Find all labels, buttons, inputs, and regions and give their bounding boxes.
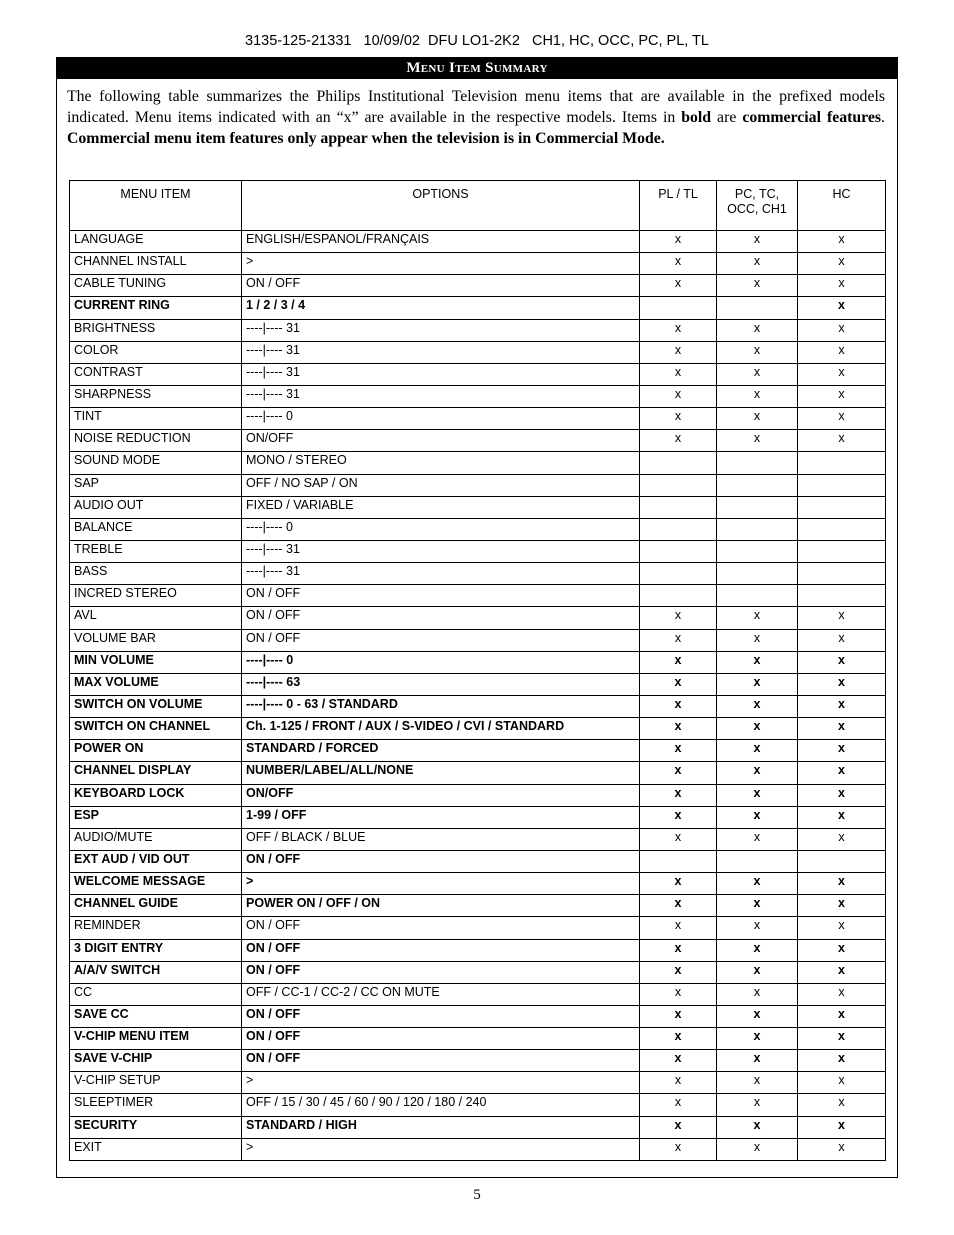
cell-options: NUMBER/LABEL/ALL/NONE bbox=[242, 762, 640, 784]
cell-menu-item: REMINDER bbox=[70, 917, 242, 939]
cell-hc bbox=[798, 452, 886, 474]
cell-menu-item: POWER ON bbox=[70, 740, 242, 762]
cell-menu-item: 3 DIGIT ENTRY bbox=[70, 939, 242, 961]
cell-options: 1-99 / OFF bbox=[242, 806, 640, 828]
cell-menu-item: MIN VOLUME bbox=[70, 651, 242, 673]
cell-menu-item: SAP bbox=[70, 474, 242, 496]
cell-menu-item: LANGUAGE bbox=[70, 231, 242, 253]
cell-hc: x bbox=[798, 983, 886, 1005]
cell-menu-item: SLEEPTIMER bbox=[70, 1094, 242, 1116]
cell-options: ON / OFF bbox=[242, 1050, 640, 1072]
cell-pc-tc-occ-ch1: x bbox=[717, 275, 798, 297]
cell-hc: x bbox=[798, 275, 886, 297]
cell-pl-tl: x bbox=[640, 607, 717, 629]
content-frame bbox=[56, 57, 898, 1178]
cell-menu-item: SHARPNESS bbox=[70, 385, 242, 407]
cell-menu-item: CC bbox=[70, 983, 242, 1005]
cell-pl-tl bbox=[640, 474, 717, 496]
cell-options: ----|---- 31 bbox=[242, 385, 640, 407]
cell-pl-tl: x bbox=[640, 363, 717, 385]
cell-hc: x bbox=[798, 651, 886, 673]
cell-options: ON / OFF bbox=[242, 585, 640, 607]
intro-text-3: . bbox=[881, 109, 885, 126]
cell-menu-item: EXT AUD / VID OUT bbox=[70, 850, 242, 872]
cell-pc-tc-occ-ch1 bbox=[717, 585, 798, 607]
cell-menu-item: CABLE TUNING bbox=[70, 275, 242, 297]
cell-pc-tc-occ-ch1 bbox=[717, 563, 798, 585]
cell-hc: x bbox=[798, 895, 886, 917]
cell-pl-tl: x bbox=[640, 651, 717, 673]
cell-pc-tc-occ-ch1: x bbox=[717, 740, 798, 762]
cell-pl-tl bbox=[640, 496, 717, 518]
cell-hc: x bbox=[798, 1072, 886, 1094]
cell-options: ON / OFF bbox=[242, 275, 640, 297]
table-row bbox=[70, 385, 886, 407]
cell-pc-tc-occ-ch1 bbox=[717, 496, 798, 518]
column-header-menu-item: MENU ITEM bbox=[70, 181, 242, 231]
cell-menu-item: ESP bbox=[70, 806, 242, 828]
cell-pc-tc-occ-ch1: x bbox=[717, 430, 798, 452]
cell-pc-tc-occ-ch1 bbox=[717, 474, 798, 496]
cell-hc: x bbox=[798, 806, 886, 828]
cell-hc bbox=[798, 518, 886, 540]
table-row bbox=[70, 806, 886, 828]
cell-hc: x bbox=[798, 408, 886, 430]
cell-hc: x bbox=[798, 1028, 886, 1050]
cell-pl-tl bbox=[640, 563, 717, 585]
cell-menu-item: KEYBOARD LOCK bbox=[70, 784, 242, 806]
table-row bbox=[70, 1028, 886, 1050]
cell-pc-tc-occ-ch1: x bbox=[717, 341, 798, 363]
cell-pl-tl bbox=[640, 518, 717, 540]
cell-hc: x bbox=[798, 231, 886, 253]
cell-hc: x bbox=[798, 939, 886, 961]
table-row bbox=[70, 740, 886, 762]
table-row bbox=[70, 1094, 886, 1116]
table-row bbox=[70, 784, 886, 806]
cell-pc-tc-occ-ch1: x bbox=[717, 408, 798, 430]
cell-pl-tl: x bbox=[640, 341, 717, 363]
cell-hc bbox=[798, 585, 886, 607]
cell-pc-tc-occ-ch1 bbox=[717, 540, 798, 562]
cell-options: ON / OFF bbox=[242, 1028, 640, 1050]
column-header-hc: HC bbox=[798, 181, 886, 231]
cell-pl-tl bbox=[640, 452, 717, 474]
cell-hc: x bbox=[798, 385, 886, 407]
cell-pc-tc-occ-ch1: x bbox=[717, 1050, 798, 1072]
cell-menu-item: INCRED STEREO bbox=[70, 585, 242, 607]
cell-hc: x bbox=[798, 1050, 886, 1072]
cell-options: ON / OFF bbox=[242, 917, 640, 939]
cell-pl-tl: x bbox=[640, 695, 717, 717]
cell-pl-tl: x bbox=[640, 740, 717, 762]
cell-hc bbox=[798, 850, 886, 872]
cell-pl-tl: x bbox=[640, 430, 717, 452]
cell-pl-tl: x bbox=[640, 408, 717, 430]
cell-pl-tl bbox=[640, 297, 717, 319]
cell-options: > bbox=[242, 1072, 640, 1094]
cell-pl-tl: x bbox=[640, 828, 717, 850]
cell-options: STANDARD / FORCED bbox=[242, 740, 640, 762]
table-row bbox=[70, 1072, 886, 1094]
cell-options: ----|---- 0 bbox=[242, 518, 640, 540]
cell-hc: x bbox=[798, 341, 886, 363]
cell-pc-tc-occ-ch1 bbox=[717, 518, 798, 540]
table-row bbox=[70, 983, 886, 1005]
table-row bbox=[70, 231, 886, 253]
cell-options: ----|---- 31 bbox=[242, 341, 640, 363]
cell-pc-tc-occ-ch1: x bbox=[717, 718, 798, 740]
cell-hc: x bbox=[798, 762, 886, 784]
cell-pc-tc-occ-ch1: x bbox=[717, 1116, 798, 1138]
table-row bbox=[70, 363, 886, 385]
cell-pc-tc-occ-ch1: x bbox=[717, 961, 798, 983]
intro-commercial-note: Commercial menu item features only appear when the television is in Commercial Mode. bbox=[67, 130, 665, 147]
cell-pl-tl: x bbox=[640, 806, 717, 828]
cell-pc-tc-occ-ch1: x bbox=[717, 983, 798, 1005]
table-row bbox=[70, 673, 886, 695]
cell-pl-tl: x bbox=[640, 873, 717, 895]
cell-pc-tc-occ-ch1: x bbox=[717, 629, 798, 651]
cell-hc: x bbox=[798, 961, 886, 983]
cell-options: OFF / NO SAP / ON bbox=[242, 474, 640, 496]
cell-options: ON / OFF bbox=[242, 629, 640, 651]
menu-item-summary-table bbox=[69, 180, 886, 1161]
cell-menu-item: CHANNEL GUIDE bbox=[70, 895, 242, 917]
cell-pl-tl: x bbox=[640, 1050, 717, 1072]
table-row bbox=[70, 341, 886, 363]
cell-menu-item: BASS bbox=[70, 563, 242, 585]
table-row bbox=[70, 850, 886, 872]
column-header-options: OPTIONS bbox=[242, 181, 640, 231]
table-row bbox=[70, 253, 886, 275]
cell-menu-item: AUDIO/MUTE bbox=[70, 828, 242, 850]
cell-pc-tc-occ-ch1: x bbox=[717, 319, 798, 341]
cell-options: 1 / 2 / 3 / 4 bbox=[242, 297, 640, 319]
cell-pl-tl: x bbox=[640, 385, 717, 407]
cell-options: STANDARD / HIGH bbox=[242, 1116, 640, 1138]
cell-pl-tl: x bbox=[640, 1072, 717, 1094]
cell-hc: x bbox=[798, 297, 886, 319]
cell-menu-item: TINT bbox=[70, 408, 242, 430]
section-title: Menu Item Summary bbox=[57, 58, 897, 79]
table-row bbox=[70, 1138, 886, 1160]
cell-options: FIXED / VARIABLE bbox=[242, 496, 640, 518]
table-row bbox=[70, 275, 886, 297]
intro-paragraph bbox=[67, 86, 885, 149]
cell-menu-item: AUDIO OUT bbox=[70, 496, 242, 518]
cell-menu-item: CONTRAST bbox=[70, 363, 242, 385]
cell-pl-tl: x bbox=[640, 253, 717, 275]
cell-hc: x bbox=[798, 1138, 886, 1160]
table-row bbox=[70, 408, 886, 430]
cell-pc-tc-occ-ch1: x bbox=[717, 695, 798, 717]
cell-pc-tc-occ-ch1: x bbox=[717, 1138, 798, 1160]
cell-pc-tc-occ-ch1: x bbox=[717, 385, 798, 407]
cell-pc-tc-occ-ch1: x bbox=[717, 1005, 798, 1027]
cell-options: > bbox=[242, 253, 640, 275]
cell-options: > bbox=[242, 1138, 640, 1160]
cell-menu-item: BALANCE bbox=[70, 518, 242, 540]
table-row bbox=[70, 585, 886, 607]
cell-menu-item: SAVE V-CHIP bbox=[70, 1050, 242, 1072]
cell-menu-item: EXIT bbox=[70, 1138, 242, 1160]
cell-pl-tl: x bbox=[640, 1116, 717, 1138]
table-row bbox=[70, 651, 886, 673]
cell-pl-tl: x bbox=[640, 1005, 717, 1027]
table-row bbox=[70, 319, 886, 341]
table-row bbox=[70, 297, 886, 319]
cell-pc-tc-occ-ch1: x bbox=[717, 1072, 798, 1094]
cell-hc bbox=[798, 474, 886, 496]
cell-menu-item: V-CHIP SETUP bbox=[70, 1072, 242, 1094]
cell-pc-tc-occ-ch1: x bbox=[717, 1094, 798, 1116]
cell-menu-item: AVL bbox=[70, 607, 242, 629]
cell-pl-tl: x bbox=[640, 961, 717, 983]
cell-hc bbox=[798, 540, 886, 562]
cell-hc: x bbox=[798, 873, 886, 895]
table-row bbox=[70, 1116, 886, 1138]
cell-menu-item: V-CHIP MENU ITEM bbox=[70, 1028, 242, 1050]
cell-hc: x bbox=[798, 718, 886, 740]
cell-pl-tl: x bbox=[640, 895, 717, 917]
cell-menu-item: BRIGHTNESS bbox=[70, 319, 242, 341]
column-header-pc-tc-occ-ch1: PC, TC, OCC, CH1 bbox=[717, 181, 798, 231]
cell-options: ----|---- 31 bbox=[242, 563, 640, 585]
cell-pl-tl: x bbox=[640, 762, 717, 784]
cell-options: ON / OFF bbox=[242, 1005, 640, 1027]
cell-options: ----|---- 0 - 63 / STANDARD bbox=[242, 695, 640, 717]
cell-hc: x bbox=[798, 629, 886, 651]
cell-options: ON / OFF bbox=[242, 939, 640, 961]
cell-menu-item: MAX VOLUME bbox=[70, 673, 242, 695]
cell-pc-tc-occ-ch1: x bbox=[717, 895, 798, 917]
cell-menu-item: COLOR bbox=[70, 341, 242, 363]
table-row bbox=[70, 939, 886, 961]
table-row bbox=[70, 607, 886, 629]
cell-menu-item: SAVE CC bbox=[70, 1005, 242, 1027]
cell-pc-tc-occ-ch1 bbox=[717, 850, 798, 872]
cell-pc-tc-occ-ch1: x bbox=[717, 784, 798, 806]
cell-pc-tc-occ-ch1: x bbox=[717, 917, 798, 939]
table-body bbox=[70, 231, 886, 1161]
cell-pc-tc-occ-ch1: x bbox=[717, 762, 798, 784]
cell-pl-tl: x bbox=[640, 1094, 717, 1116]
column-header-pl-tl: PL / TL bbox=[640, 181, 717, 231]
cell-pl-tl bbox=[640, 850, 717, 872]
cell-options: POWER ON / OFF / ON bbox=[242, 895, 640, 917]
cell-options: ENGLISH/ESPANOL/FRANÇAIS bbox=[242, 231, 640, 253]
cell-options: > bbox=[242, 873, 640, 895]
cell-options: ----|---- 0 bbox=[242, 408, 640, 430]
cell-hc bbox=[798, 496, 886, 518]
cell-options: OFF / BLACK / BLUE bbox=[242, 828, 640, 850]
cell-options: Ch. 1-125 / FRONT / AUX / S-VIDEO / CVI / STANDARD bbox=[242, 718, 640, 740]
cell-pl-tl: x bbox=[640, 1138, 717, 1160]
table-row bbox=[70, 1005, 886, 1027]
cell-pl-tl: x bbox=[640, 784, 717, 806]
cell-pc-tc-occ-ch1: x bbox=[717, 1028, 798, 1050]
cell-pl-tl: x bbox=[640, 673, 717, 695]
cell-pc-tc-occ-ch1: x bbox=[717, 673, 798, 695]
cell-pl-tl: x bbox=[640, 1028, 717, 1050]
cell-options: OFF / 15 / 30 / 45 / 60 / 90 / 120 / 180 / 240 bbox=[242, 1094, 640, 1116]
cell-options: ----|---- 63 bbox=[242, 673, 640, 695]
table-row bbox=[70, 563, 886, 585]
table-row bbox=[70, 961, 886, 983]
page-number: 5 bbox=[473, 1187, 481, 1203]
cell-pc-tc-occ-ch1: x bbox=[717, 873, 798, 895]
cell-pc-tc-occ-ch1: x bbox=[717, 806, 798, 828]
cell-menu-item: A/A/V SWITCH bbox=[70, 961, 242, 983]
cell-options: ON/OFF bbox=[242, 784, 640, 806]
cell-menu-item: TREBLE bbox=[70, 540, 242, 562]
table-row bbox=[70, 1050, 886, 1072]
table-row bbox=[70, 629, 886, 651]
cell-options: ----|---- 0 bbox=[242, 651, 640, 673]
cell-options: ON / OFF bbox=[242, 607, 640, 629]
table-row bbox=[70, 496, 886, 518]
cell-pc-tc-occ-ch1: x bbox=[717, 939, 798, 961]
cell-options: ON / OFF bbox=[242, 961, 640, 983]
table-row bbox=[70, 695, 886, 717]
cell-hc: x bbox=[798, 784, 886, 806]
table-row bbox=[70, 540, 886, 562]
cell-options: MONO / STEREO bbox=[242, 452, 640, 474]
cell-pl-tl bbox=[640, 585, 717, 607]
table-row bbox=[70, 430, 886, 452]
cell-hc: x bbox=[798, 673, 886, 695]
cell-hc: x bbox=[798, 319, 886, 341]
table-row bbox=[70, 895, 886, 917]
cell-menu-item: VOLUME BAR bbox=[70, 629, 242, 651]
cell-options: ON/OFF bbox=[242, 430, 640, 452]
cell-menu-item: SECURITY bbox=[70, 1116, 242, 1138]
cell-pc-tc-occ-ch1: x bbox=[717, 253, 798, 275]
table-row bbox=[70, 828, 886, 850]
cell-options: ON / OFF bbox=[242, 850, 640, 872]
cell-pl-tl: x bbox=[640, 629, 717, 651]
cell-hc: x bbox=[798, 363, 886, 385]
cell-options: OFF / CC-1 / CC-2 / CC ON MUTE bbox=[242, 983, 640, 1005]
cell-menu-item: CHANNEL DISPLAY bbox=[70, 762, 242, 784]
cell-hc: x bbox=[798, 607, 886, 629]
cell-menu-item: WELCOME MESSAGE bbox=[70, 873, 242, 895]
table-row bbox=[70, 718, 886, 740]
table-row bbox=[70, 873, 886, 895]
intro-commercial-features: commercial features bbox=[742, 109, 882, 126]
cell-hc: x bbox=[798, 695, 886, 717]
cell-hc: x bbox=[798, 828, 886, 850]
cell-menu-item: SOUND MODE bbox=[70, 452, 242, 474]
cell-pc-tc-occ-ch1: x bbox=[717, 651, 798, 673]
document-header: 3135-125-21331 10/09/02 DFU LO1-2K2 CH1, HC, OCC, PC, PL, TL bbox=[245, 33, 709, 49]
cell-options: ----|---- 31 bbox=[242, 319, 640, 341]
intro-text-1: The following table summarizes the Philips Institutional Television menu items that are available in the prefixed models indicated. Menu items indicated with an “x” are available in the respective models. Items in bbox=[67, 88, 885, 126]
cell-pl-tl: x bbox=[640, 939, 717, 961]
cell-pl-tl: x bbox=[640, 917, 717, 939]
cell-menu-item: CHANNEL INSTALL bbox=[70, 253, 242, 275]
cell-pl-tl: x bbox=[640, 275, 717, 297]
table-row bbox=[70, 452, 886, 474]
cell-pc-tc-occ-ch1 bbox=[717, 297, 798, 319]
cell-hc: x bbox=[798, 917, 886, 939]
table-row bbox=[70, 474, 886, 496]
cell-pl-tl bbox=[640, 540, 717, 562]
cell-menu-item: CURRENT RING bbox=[70, 297, 242, 319]
cell-hc: x bbox=[798, 253, 886, 275]
table-header-row bbox=[70, 181, 886, 231]
cell-pc-tc-occ-ch1: x bbox=[717, 607, 798, 629]
cell-hc: x bbox=[798, 430, 886, 452]
cell-menu-item: NOISE REDUCTION bbox=[70, 430, 242, 452]
cell-menu-item: SWITCH ON VOLUME bbox=[70, 695, 242, 717]
cell-hc: x bbox=[798, 740, 886, 762]
table-row bbox=[70, 518, 886, 540]
cell-hc: x bbox=[798, 1094, 886, 1116]
cell-pl-tl: x bbox=[640, 319, 717, 341]
cell-menu-item: SWITCH ON CHANNEL bbox=[70, 718, 242, 740]
cell-hc: x bbox=[798, 1005, 886, 1027]
cell-pl-tl: x bbox=[640, 983, 717, 1005]
cell-pc-tc-occ-ch1: x bbox=[717, 231, 798, 253]
cell-pc-tc-occ-ch1 bbox=[717, 452, 798, 474]
cell-options: ----|---- 31 bbox=[242, 363, 640, 385]
intro-text-2: are bbox=[711, 109, 743, 126]
cell-hc: x bbox=[798, 1116, 886, 1138]
cell-hc bbox=[798, 563, 886, 585]
intro-bold-word: bold bbox=[681, 109, 712, 126]
cell-pc-tc-occ-ch1: x bbox=[717, 363, 798, 385]
table-row bbox=[70, 917, 886, 939]
cell-pl-tl: x bbox=[640, 718, 717, 740]
cell-pl-tl: x bbox=[640, 231, 717, 253]
cell-options: ----|---- 31 bbox=[242, 540, 640, 562]
table-row bbox=[70, 762, 886, 784]
cell-pc-tc-occ-ch1: x bbox=[717, 828, 798, 850]
